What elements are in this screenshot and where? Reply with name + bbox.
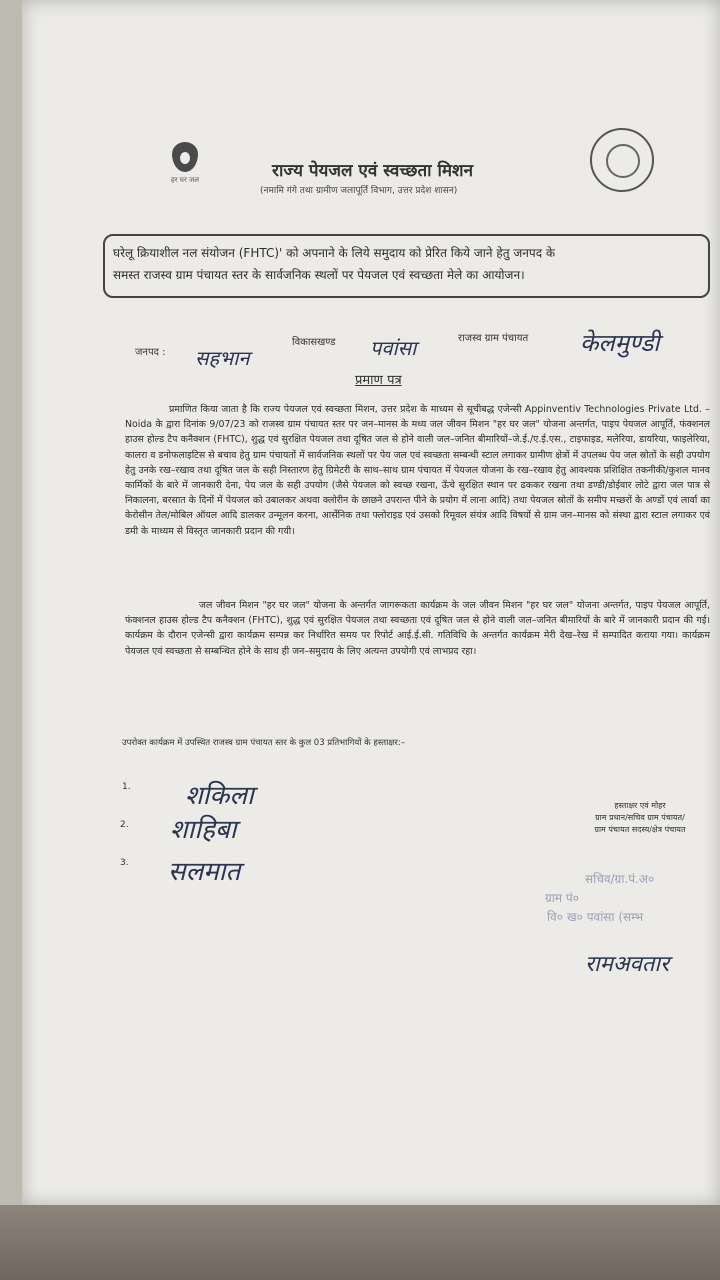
signatory-name-1: शकिला	[185, 781, 254, 811]
stamp-line-2: ग्राम पं०	[545, 891, 579, 905]
event-line-1: घरेलू क्रियाशील नल संयोजन (FHTC)' को अपनाने के लिये समुदाय को प्रेरित किये जाने हेतु जनपद के	[113, 246, 556, 260]
signatory-name-3: सलमात	[168, 857, 241, 887]
district-value: सहभान	[195, 346, 250, 370]
stamp-line-3: वि० ख० पवांसा (सम्भ	[547, 910, 644, 924]
signatory-number-2: 2.	[120, 820, 129, 830]
signatory-number-3: 3.	[120, 858, 129, 868]
sign-line-1: हस्ताक्षर एवं मोहर	[614, 801, 666, 810]
org-title: राज्य पेयजल एवं स्वच्छता मिशन	[272, 161, 474, 181]
sign-and-seal-block	[560, 800, 720, 836]
signatories-heading: उपरोक्त कार्यक्रम में उपस्थित राजस्व ग्राम पंचायत स्तर के कुल 03 प्रतिभागियों के हस्ताक्षर:–	[122, 738, 405, 748]
paragraph-2: जल जीवन मिशन "हर घर जल" योजना के अन्तर्गत जागरूकता कार्यक्रम के जल जीवन मिशन "हर घर जल" योजना अन्तर्गत, पाइप पेयजल आपूर्ति, फंक्शनल हाउस होल्ड टैप कनैक्शन (FHTC), शुद्ध एवं सुरक्षित पेयजल तथा स्वच्छता एवं दूषित जल से होने वाली जल–जनित बीमारियों के बारे में जानकारी प्रदान की गई। कार्यक्रम के दौरान एजेन्सी द्वारा कार्यक्रम सम्पन्न कर निर्धारित समय पर रिपोर्ट आई.ई.सी. गतिविधि के अन्तर्गत कार्यक्रम मेरी देख–रेख में सम्पादित कराया गया। कार्यक्रम पेयजल एवं स्वच्छता से सम्बन्धित होने के साथ ही जन–समुदाय के लिए अत्यन्त उपयोगी एवं लाभप्रद रहा।	[125, 600, 710, 657]
signatory-name-2: शाहिबा	[170, 815, 237, 845]
district-label: जनपद :	[135, 347, 166, 358]
sign-line-2: ग्राम प्रधान/सचिव ग्राम पंचायत/	[595, 813, 685, 822]
signatory-number-1: 1.	[122, 782, 131, 792]
jal-mission-logo	[155, 142, 215, 212]
block-label: विकासखण्ड	[292, 337, 336, 348]
state-emblem-icon	[590, 128, 654, 192]
village-value: केलमुण्डी	[580, 329, 660, 357]
event-line-2: समस्त राजस्व ग्राम पंचायत स्तर के सार्वजनिक स्थलों पर पेयजल एवं स्वच्छता मेले का आयोजन।	[113, 268, 525, 282]
org-subtitle: (नमामि गंगे तथा ग्रामीण जलापूर्ति विभाग, उत्तर प्रदेश शासन)	[260, 186, 458, 196]
water-drop-icon	[172, 142, 198, 172]
background-floor	[0, 1205, 720, 1280]
stamp-signature: रामअवतार	[585, 952, 670, 977]
certificate-title: प्रमाण पत्र	[355, 373, 402, 388]
village-label: राजस्व ग्राम पंचायत	[458, 333, 529, 344]
paragraph-1: प्रमाणित किया जाता है कि राज्य पेयजल एवं स्वच्छता मिशन, उत्तर प्रदेश के माध्यम से सूचीबद्ध एजेन्सी Appinventiv Technologies Private Ltd. – Noida के द्वारा दिनांक 9/07/23 को राजस्व ग्राम पंचायत स्तर पर जन–मानस के मध्य जल जीवन मिशन "हर घर जल" योजना अन्तर्गत, पाइप पेयजल आपूर्ति, फंक्शनल हाउस होल्ड टैप कनैक्शन (FHTC), शुद्ध एवं सुरक्षित पेयजल तथा दूषित जल से होने वाली जल–जनित बीमारियों–जे.ई./ए.ई.एस., टाइफाइड, मलेरिया, डायरिया, फाइलेरिया, कालरा व डनोफलाइटिस से बचाव हेतु ग्राम पंचायतों में सार्वजनिक स्थलों पर पेय जल एवं स्वच्छता सम्बन्धी स्टाल लगाकर ग्रामीण क्षेत्रों में उपलब्ध पेय जल स्रोतों के सही उपयोग हेतु उनके रख–रखाव तथा दूषित जल के सही निस्तारण हेतु ग्रिमेटरी के साथ–साथ ग्राम पंचायत में पेयजल योजना के रख–रखाव हेतु आवश्यक प्रशिक्षित तकनीकी/कुशल मानव कार्मिकों के बारे में जानकारी देना, पेय जल के सही उपयोग (जैसे पेयजल को स्वच्छ रखना, ऊँचे सुरक्षित स्थान पर ढककर रखना तथा डण्डी/डोईवार लोटे द्वारा जल पात्र से निकालना, बरसात के दिनों में पेयजल को उबालकर अथवा क्लोरीन के छाछने उपरान्त पीने के प्रयोग में लाना आदि) तथा पेयजल स्रोतों के समीप मच्छरों के अण्डों एवं लार्वा का केरोसीन तेल/मोबिल ऑयल आदि डालकर उन्मूलन करना, आर्सेनिक तथा फ्लोराइड एवं उसको रिमूवल संयंत्र आदि विषयों से ग्राम जन–मानस को संस्था द्वारा स्टाल लगाकर एवं डमी के माध्यम से विस्तृत जानकारी प्रदान की गयी।	[125, 404, 710, 537]
sign-line-3: ग्राम पंचायत सदस्य/क्षेत्र पंचायत	[594, 825, 686, 834]
stamp-line-1: सचिव/ग्रा.पं.अ०	[585, 872, 655, 886]
logo-text: हर घर जल	[171, 176, 199, 184]
block-value: पवांसा	[370, 336, 417, 360]
